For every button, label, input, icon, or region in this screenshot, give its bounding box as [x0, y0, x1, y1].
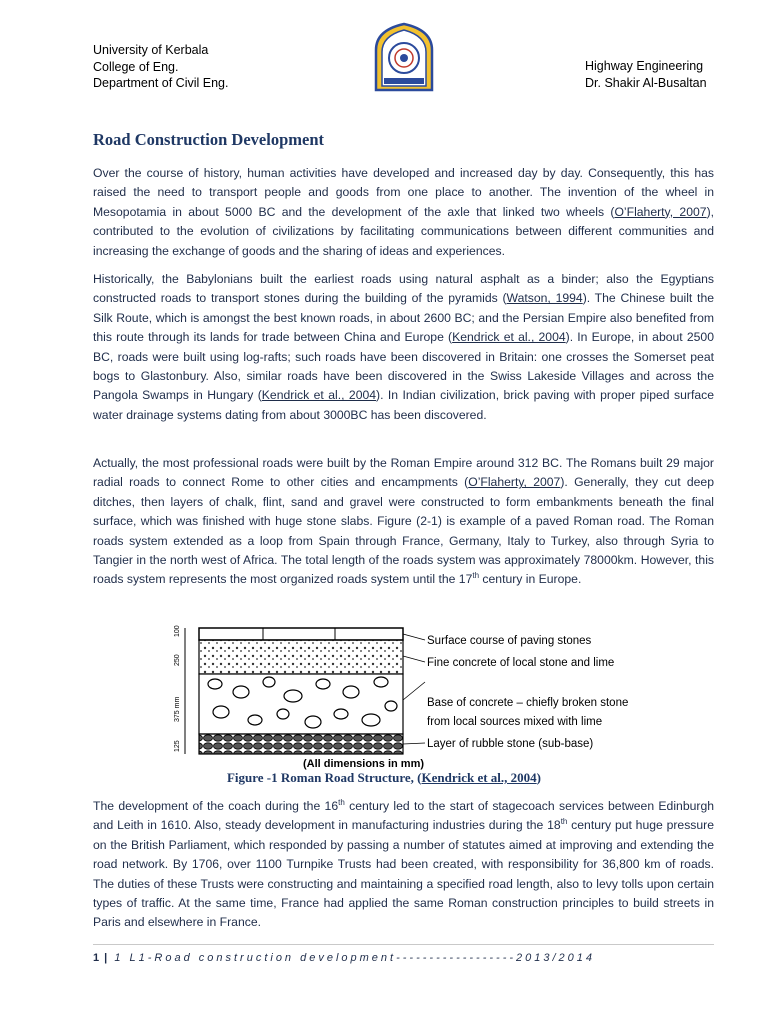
layer-label: from local sources mixed with lime [427, 716, 603, 728]
text-run: The development of the coach during the 16 [93, 799, 339, 813]
text-run: Actually, the most professional roads were built by the Roman Empire around 312 BC. The Romans built 29 major radial roads to connect Rome to other cities and encampments ( [93, 456, 714, 490]
text-run: ). The Chinese built the Silk Route, which is amongst the best known roads, in about 2600 BC; and the Persian Empire also benefited from this route through its lands for trade between China and Europe ( [93, 291, 714, 345]
text-run: ). Generally, they cut deep ditches, then layers of chalk, flint, sand and gravel were constructed to form embankments beneath the final surface, which was finished with huge stone slabs. Figure (2-1) is example of a paved Roman road. The Roman roads system extended as a loop from Spain through France, Germany, Italy to Turkey, also through Syria to Tangier in the north west of Africa. The total length of the roads system was approximately 78000km. However, this roads system represents the most organized roads system until the 17 [93, 475, 714, 587]
department-name: Department of Civil Eng. [93, 76, 229, 90]
text-run: century in Europe. [479, 572, 582, 587]
citation-link[interactable]: O’Flaherty, 2007 [614, 204, 707, 219]
citation-link[interactable]: Kendrick et al., 2004 [261, 388, 377, 403]
dimensions-note: (All dimensions in mm) [303, 758, 425, 770]
header-course [585, 58, 707, 91]
dim-label: 125 [174, 740, 181, 752]
header-institution [93, 42, 228, 92]
text-run: ). In Indian civilization, brick paving with proper piped surface water drainage systems dating from about 3000BC has been discovered. [93, 388, 714, 422]
layer-label: Layer of rubble stone (sub-base) [427, 738, 594, 750]
course-name: Highway Engineering [585, 59, 704, 73]
superscript: th [338, 797, 345, 807]
text-run: Over the course of history, human activities have developed and increased day by day. Consequently, this has raised the need to transport people and goods from one place to another. The invention of the wheel in Mesopotamia in about 5000 BC and the development of the axle that linked two wheels ( [93, 166, 714, 219]
page-number: 1 | [93, 952, 109, 964]
text-run: ). In Europe, in about 2500 BC, roads were built using log-rafts; such roads have been discovered in Britain: one crosses the Somerset peat bogs to Glastonbury. Also, similar roads have been discovered in the Swiss Lakeside Villages and across the Pangola Swamps in Hungary ( [93, 330, 714, 403]
paragraph-2 [93, 270, 714, 425]
text-run: century led to the start of stagecoach services between Edinburgh and Leith in 1610. Also, steady development in manufacturing industries during the 18 [93, 799, 714, 833]
dim-label: 250 [174, 654, 181, 666]
instructor-name: Dr. Shakir Al-Busaltan [585, 75, 707, 90]
superscript: th [560, 817, 568, 827]
layer-label: Surface course of paving stones [427, 635, 592, 647]
page-title: Road Construction Development [93, 130, 324, 149]
caption-text: Figure -1 Roman Road Structure, ( [226, 770, 422, 785]
university-logo [370, 22, 438, 92]
superscript: th [472, 571, 480, 581]
paragraph-3 [93, 454, 714, 590]
footer-divider [93, 944, 714, 945]
text-run: ), contributed to the evolution of civilizations by facilitating communications between different communities and increasing the exchange of goods and the sharing of ideas and experiences. [93, 204, 715, 258]
citation-link[interactable]: Watson, 1994 [506, 291, 583, 306]
citation-link[interactable]: Kendrick et al., 2004 [452, 330, 566, 345]
dim-label: 100 [174, 625, 181, 637]
citation-link[interactable]: Kendrick et al., 2004 [421, 770, 537, 785]
footer-text: 1 L1-Road construction development------------------2013/2014 [108, 952, 596, 964]
citation-link[interactable]: O’Flaherty, 2007 [468, 475, 561, 490]
college-name: College of Eng. [93, 59, 179, 74]
figure-caption [0, 770, 768, 786]
page-footer [93, 952, 595, 964]
university-name: University of Kerbala [93, 43, 209, 57]
text-run: century put huge pressure on the British Parliament, which responded by passing a number of statutes aimed at improving and extending the road network. By 1706, over 1100 Turnpike Trusts had been created, with responsibility for 36,800 km of roads. The duties of these Trusts were constructing and maintaining a specified road length, also to levy tolls upon certain types of traffic. At the same time, France had applied the same Roman construction principles to build streets in Paris and elsewhere in France. [93, 818, 715, 930]
layer-label: Base of concrete – chiefly broken stone [427, 697, 629, 709]
roman-road-figure [163, 622, 633, 770]
dim-label: 375 mm [174, 696, 181, 722]
text-run: Historically, the Babylonians built the earliest roads using natural asphalt as a binder; also the Egyptians constructed roads to transport stones during the building of the pyramids ( [93, 272, 714, 306]
paragraph-1 [93, 164, 714, 261]
paragraph-4 [93, 797, 714, 933]
caption-text: ) [536, 770, 542, 785]
layer-label: Fine concrete of local stone and lime [427, 657, 615, 669]
